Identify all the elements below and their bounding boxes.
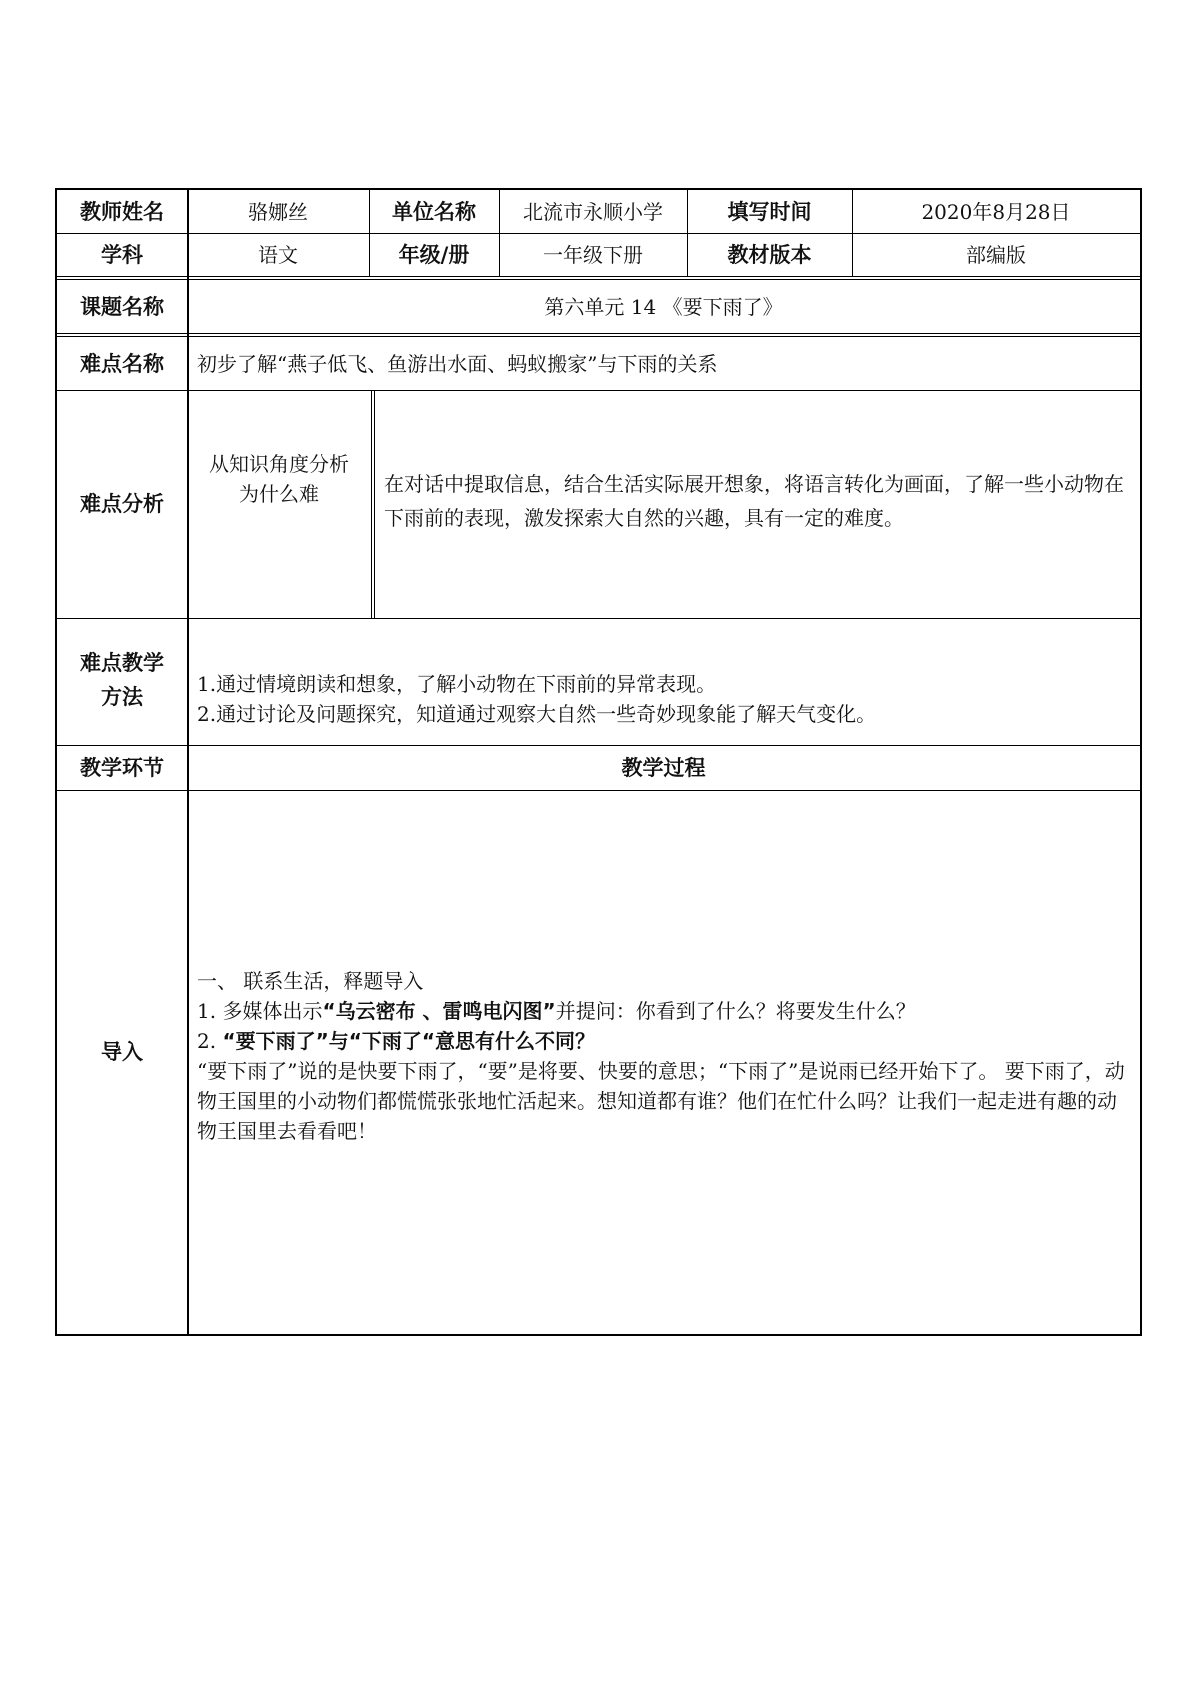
time-value: 2020年8月28日 (921, 199, 1071, 224)
analysis-label: 难点分析 (80, 492, 164, 516)
subject-value: 语文 (258, 242, 298, 267)
subject-label: 学科 (101, 242, 143, 267)
col-divider (374, 390, 375, 618)
row-divider (57, 790, 1140, 791)
teacher-label: 教师姓名 (80, 199, 164, 224)
intro-paragraph: “要下雨了”说的是快要下雨了，“要”是将要、快要的意思；“下雨了”是说雨已经开始下了。 要下雨了，动物王国里的小动物们都慌慌张张地忙活起来。想知道都有谁？他们在忙什么吗？让我们一起走进有趣的动物王国里去看看吧！ (197, 1059, 1125, 1143)
edition-value: 部编版 (966, 242, 1026, 267)
method-content (197, 618, 1137, 745)
analysis-value: 在对话中提取信息，结合生活实际展开想象，将语言转化为画面，了解一些小动物在下雨前的表现，激发探索大自然的兴趣，具有一定的难度。 (384, 472, 1124, 530)
teacher-value: 骆娜丝 (248, 199, 308, 224)
difficulty-label: 难点名称 (80, 351, 164, 376)
method-line1: 1.通过情境朗读和想象，了解小动物在下雨前的异常表现。 (197, 672, 717, 696)
intro-item-2-bold: “要下雨了”与“下雨了“意思有什么不同？ (222, 1029, 596, 1053)
grade-label: 年级/册 (398, 242, 470, 267)
topic-label: 课题名称 (80, 294, 164, 319)
method-label-line2: 方法 (101, 684, 143, 709)
edition-label: 教材版本 (727, 242, 812, 267)
unit-value: 北流市永顺小学 (523, 199, 663, 224)
stage-header: 教学环节 (80, 755, 164, 780)
col-divider (371, 390, 372, 618)
difficulty-value: 初步了解“燕子低飞、鱼游出水面、蚂蚁搬家”与下雨的关系 (197, 351, 718, 376)
intro-item-2-prefix: 2. (197, 1029, 223, 1053)
intro-heading: 一、 联系生活，释题导入 (197, 969, 424, 993)
intro-item-2 (197, 1026, 1134, 1056)
unit-label: 单位名称 (392, 199, 476, 224)
intro-item-1-suffix: 并提问：你看到了什么？将要发生什么？ (555, 999, 916, 1023)
method-label-line1: 难点教学 (80, 650, 164, 675)
intro-item-1-prefix: 1. 多媒体出示 (197, 999, 323, 1023)
intro-item-1-bold: “乌云密布 、雷鸣电闪图” (322, 999, 556, 1023)
grade-value: 一年级下册 (543, 242, 643, 267)
process-header: 教学过程 (621, 755, 706, 780)
method-label (57, 618, 187, 745)
analysis-sub-label-line1: 从知识角度分析 (209, 452, 349, 476)
intro-content (197, 966, 1134, 1146)
lesson-plan-table (55, 188, 1142, 1336)
analysis-sub-label (187, 390, 371, 618)
analysis-sub-label-line2: 为什么难 (239, 482, 319, 506)
topic-value: 第六单元 14 《要下雨了》 (544, 294, 783, 319)
time-label: 填写时间 (727, 199, 812, 224)
intro-label: 导入 (101, 1040, 143, 1064)
method-line2: 2.通过讨论及问题探究，知道通过观察大自然一些奇妙现象能了解天气变化。 (197, 702, 877, 726)
intro-item-1 (197, 996, 1134, 1026)
